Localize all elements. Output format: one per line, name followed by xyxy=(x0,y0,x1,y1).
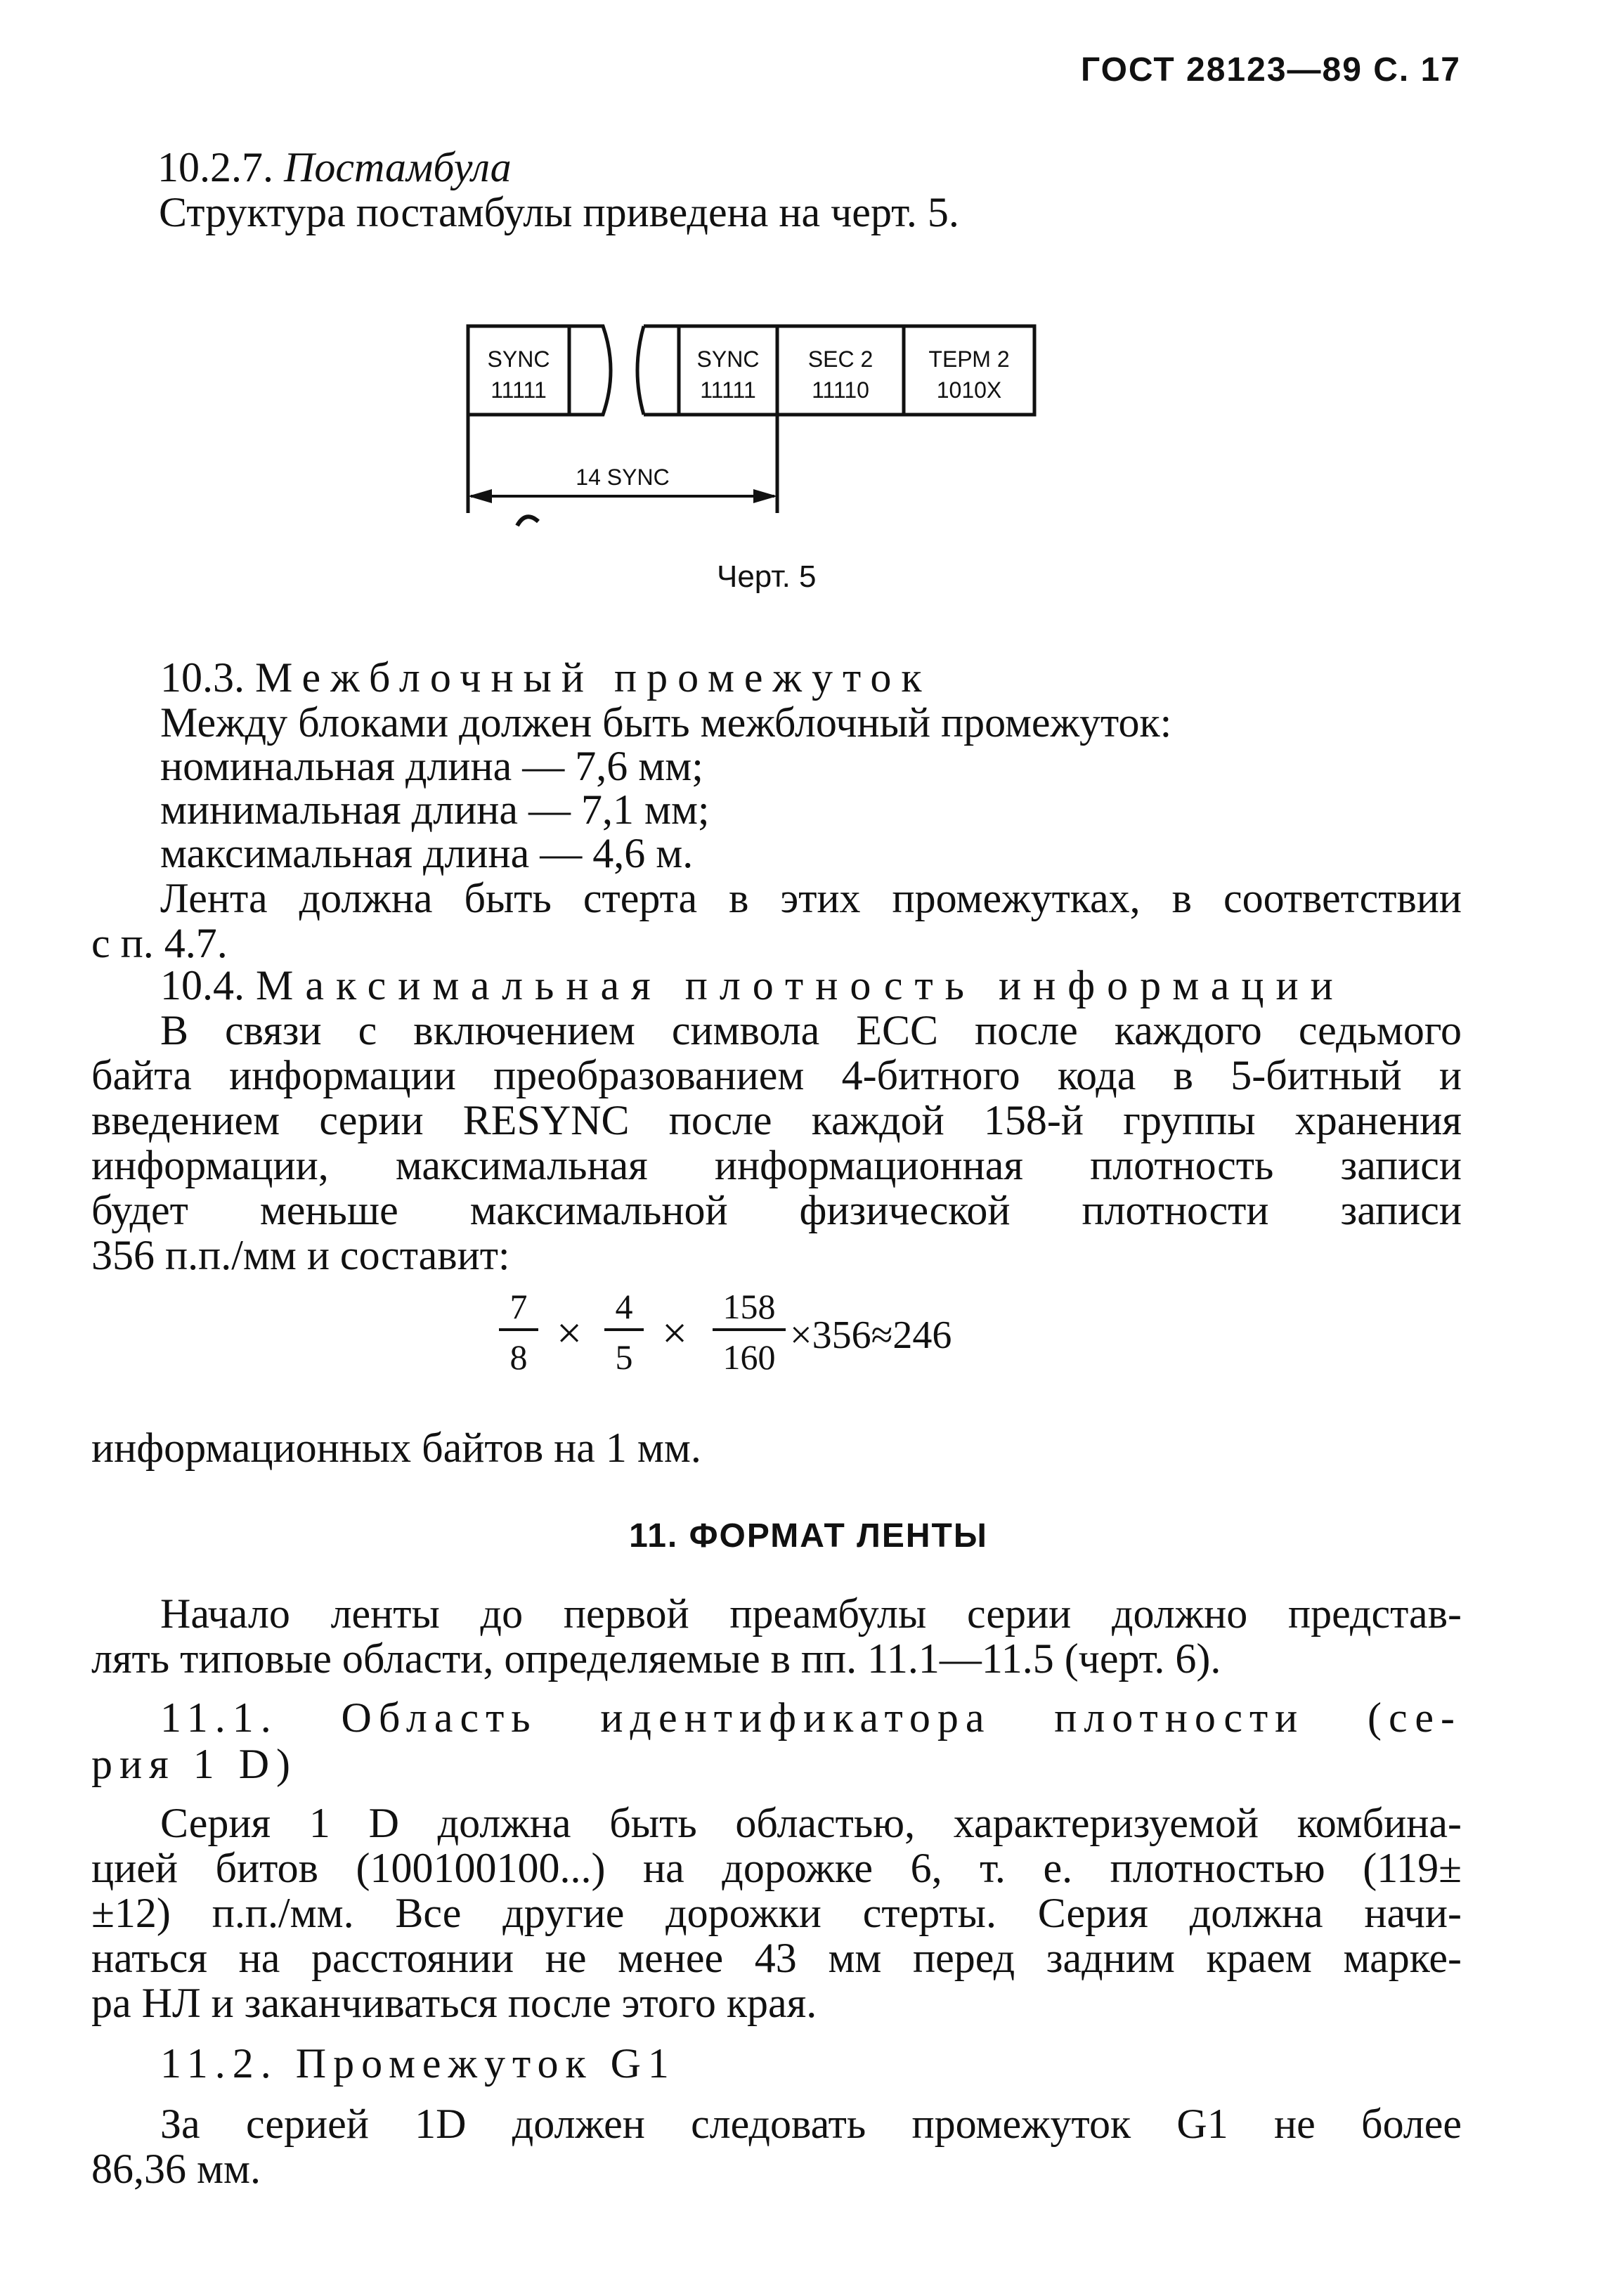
text-line: Начало ленты до первой преамбулы серии должно представ- xyxy=(160,1590,1462,1637)
text-line: информационных байтов на 1 мм. xyxy=(91,1425,701,1471)
section-11-1-heading: 11.1. Область идентификатора плотности (се- xyxy=(160,1694,1462,1741)
box3-label-2: 11110 xyxy=(812,377,869,403)
text-line: максимальная длина — 4,6 м. xyxy=(160,830,694,876)
text-line: наться на расстоянии не менее 43 мм перед задним краем марке- xyxy=(91,1935,1462,1981)
text-line: За серией 1D должен следовать промежуток G1 не более xyxy=(160,2101,1462,2147)
arrow-left xyxy=(468,489,492,503)
text-line: лять типовые области, определяемые в пп. 11.1—11.5 (черт. 6). xyxy=(91,1635,1221,1682)
text-line: введением серии RESYNC после каждой 158-й группы хранения xyxy=(91,1097,1462,1143)
text-line: Серия 1 D должна быть областью, характеризуемой комбина- xyxy=(160,1800,1462,1846)
text-line: с п. 4.7. xyxy=(91,920,228,966)
section-11-2-heading: 11.2. Промежуток G1 xyxy=(160,2040,676,2087)
section-number: 10.3. xyxy=(160,654,245,701)
text-line: номинальная длина — 7,6 мм; xyxy=(160,743,703,789)
text-line: байта информации преобразованием 4-битного кода в 5-битный и xyxy=(91,1052,1462,1098)
fraction-1-denominator: 8 xyxy=(509,1337,528,1377)
page-header: ГОСТ 28123—89 С. 17 xyxy=(1081,51,1461,89)
text-line: ра НЛ и заканчиваться после этого края. xyxy=(91,1980,817,2026)
section-title: Межблочный промежуток xyxy=(255,654,932,701)
box2-label-2: 11111 xyxy=(700,377,756,403)
mark xyxy=(517,517,538,526)
box4-label-1: ТЕРМ 2 xyxy=(928,346,1010,372)
text-line: информации, максимальная информационная плотность записи xyxy=(91,1142,1462,1188)
text-line: минимальная длина — 7,1 мм; xyxy=(160,786,710,833)
dimension-label: 14 SYNC xyxy=(576,465,670,490)
section-11-1-heading-cont: рия 1 D) xyxy=(91,1741,298,1787)
fraction-3-denominator: 160 xyxy=(722,1337,776,1377)
text-line: будет меньше максимальной физической плотности записи xyxy=(91,1187,1462,1233)
section-10-3-heading xyxy=(160,656,932,699)
box3-label-1: SEC 2 xyxy=(807,346,874,372)
section-number: 10.4. xyxy=(160,962,245,1008)
break-left xyxy=(569,326,611,415)
box1-label-2: 11111 xyxy=(491,377,547,403)
text-line: В связи с включением символа ЕСС после каждого седьмого xyxy=(160,1007,1462,1053)
section-number: 10.2.7. xyxy=(157,144,273,190)
section-11-heading: 11. ФОРМАТ ЛЕНТЫ xyxy=(629,1517,988,1555)
density-formula xyxy=(478,1279,1040,1392)
text-line: Лента должна быть стерта в этих промежутках, в соответствии xyxy=(160,875,1462,921)
times-sign: × xyxy=(661,1308,688,1358)
section-10-2-7-text: Структура постамбулы приведена на черт. 5. xyxy=(159,189,959,235)
section-10-4-heading xyxy=(160,964,1462,1006)
section-title: Постамбула xyxy=(284,144,512,190)
arrow-right xyxy=(753,489,777,503)
fraction-2-denominator: 5 xyxy=(615,1337,633,1377)
fraction-2-numerator: 4 xyxy=(615,1287,633,1326)
section-title: Максимальная плотность информации xyxy=(256,962,1345,1008)
box1-label-1: SYNC xyxy=(487,346,550,372)
box4-label-2: 1010X xyxy=(936,377,1002,403)
formula-result: ×356≈246 xyxy=(790,1314,952,1357)
figure-caption: Черт. 5 xyxy=(717,559,817,594)
text-line: цией битов (100100100...) на дорожке 6, т. е. плотностью (119± xyxy=(91,1845,1462,1891)
text-line: Между блоками должен быть межблочный промежуток: xyxy=(160,699,1172,746)
text-line: 356 п.п./мм и составит: xyxy=(91,1232,510,1278)
text-line: ±12) п.п./мм. Все другие дорожки стерты. Серия должна начи- xyxy=(91,1890,1462,1936)
break-right-curve xyxy=(637,326,644,415)
times-sign: × xyxy=(556,1308,583,1358)
box2-label-1: SYNC xyxy=(696,346,760,372)
fraction-1-numerator: 7 xyxy=(509,1287,528,1326)
fraction-3-numerator: 158 xyxy=(722,1287,776,1326)
text-line: 86,36 мм. xyxy=(91,2146,261,2192)
